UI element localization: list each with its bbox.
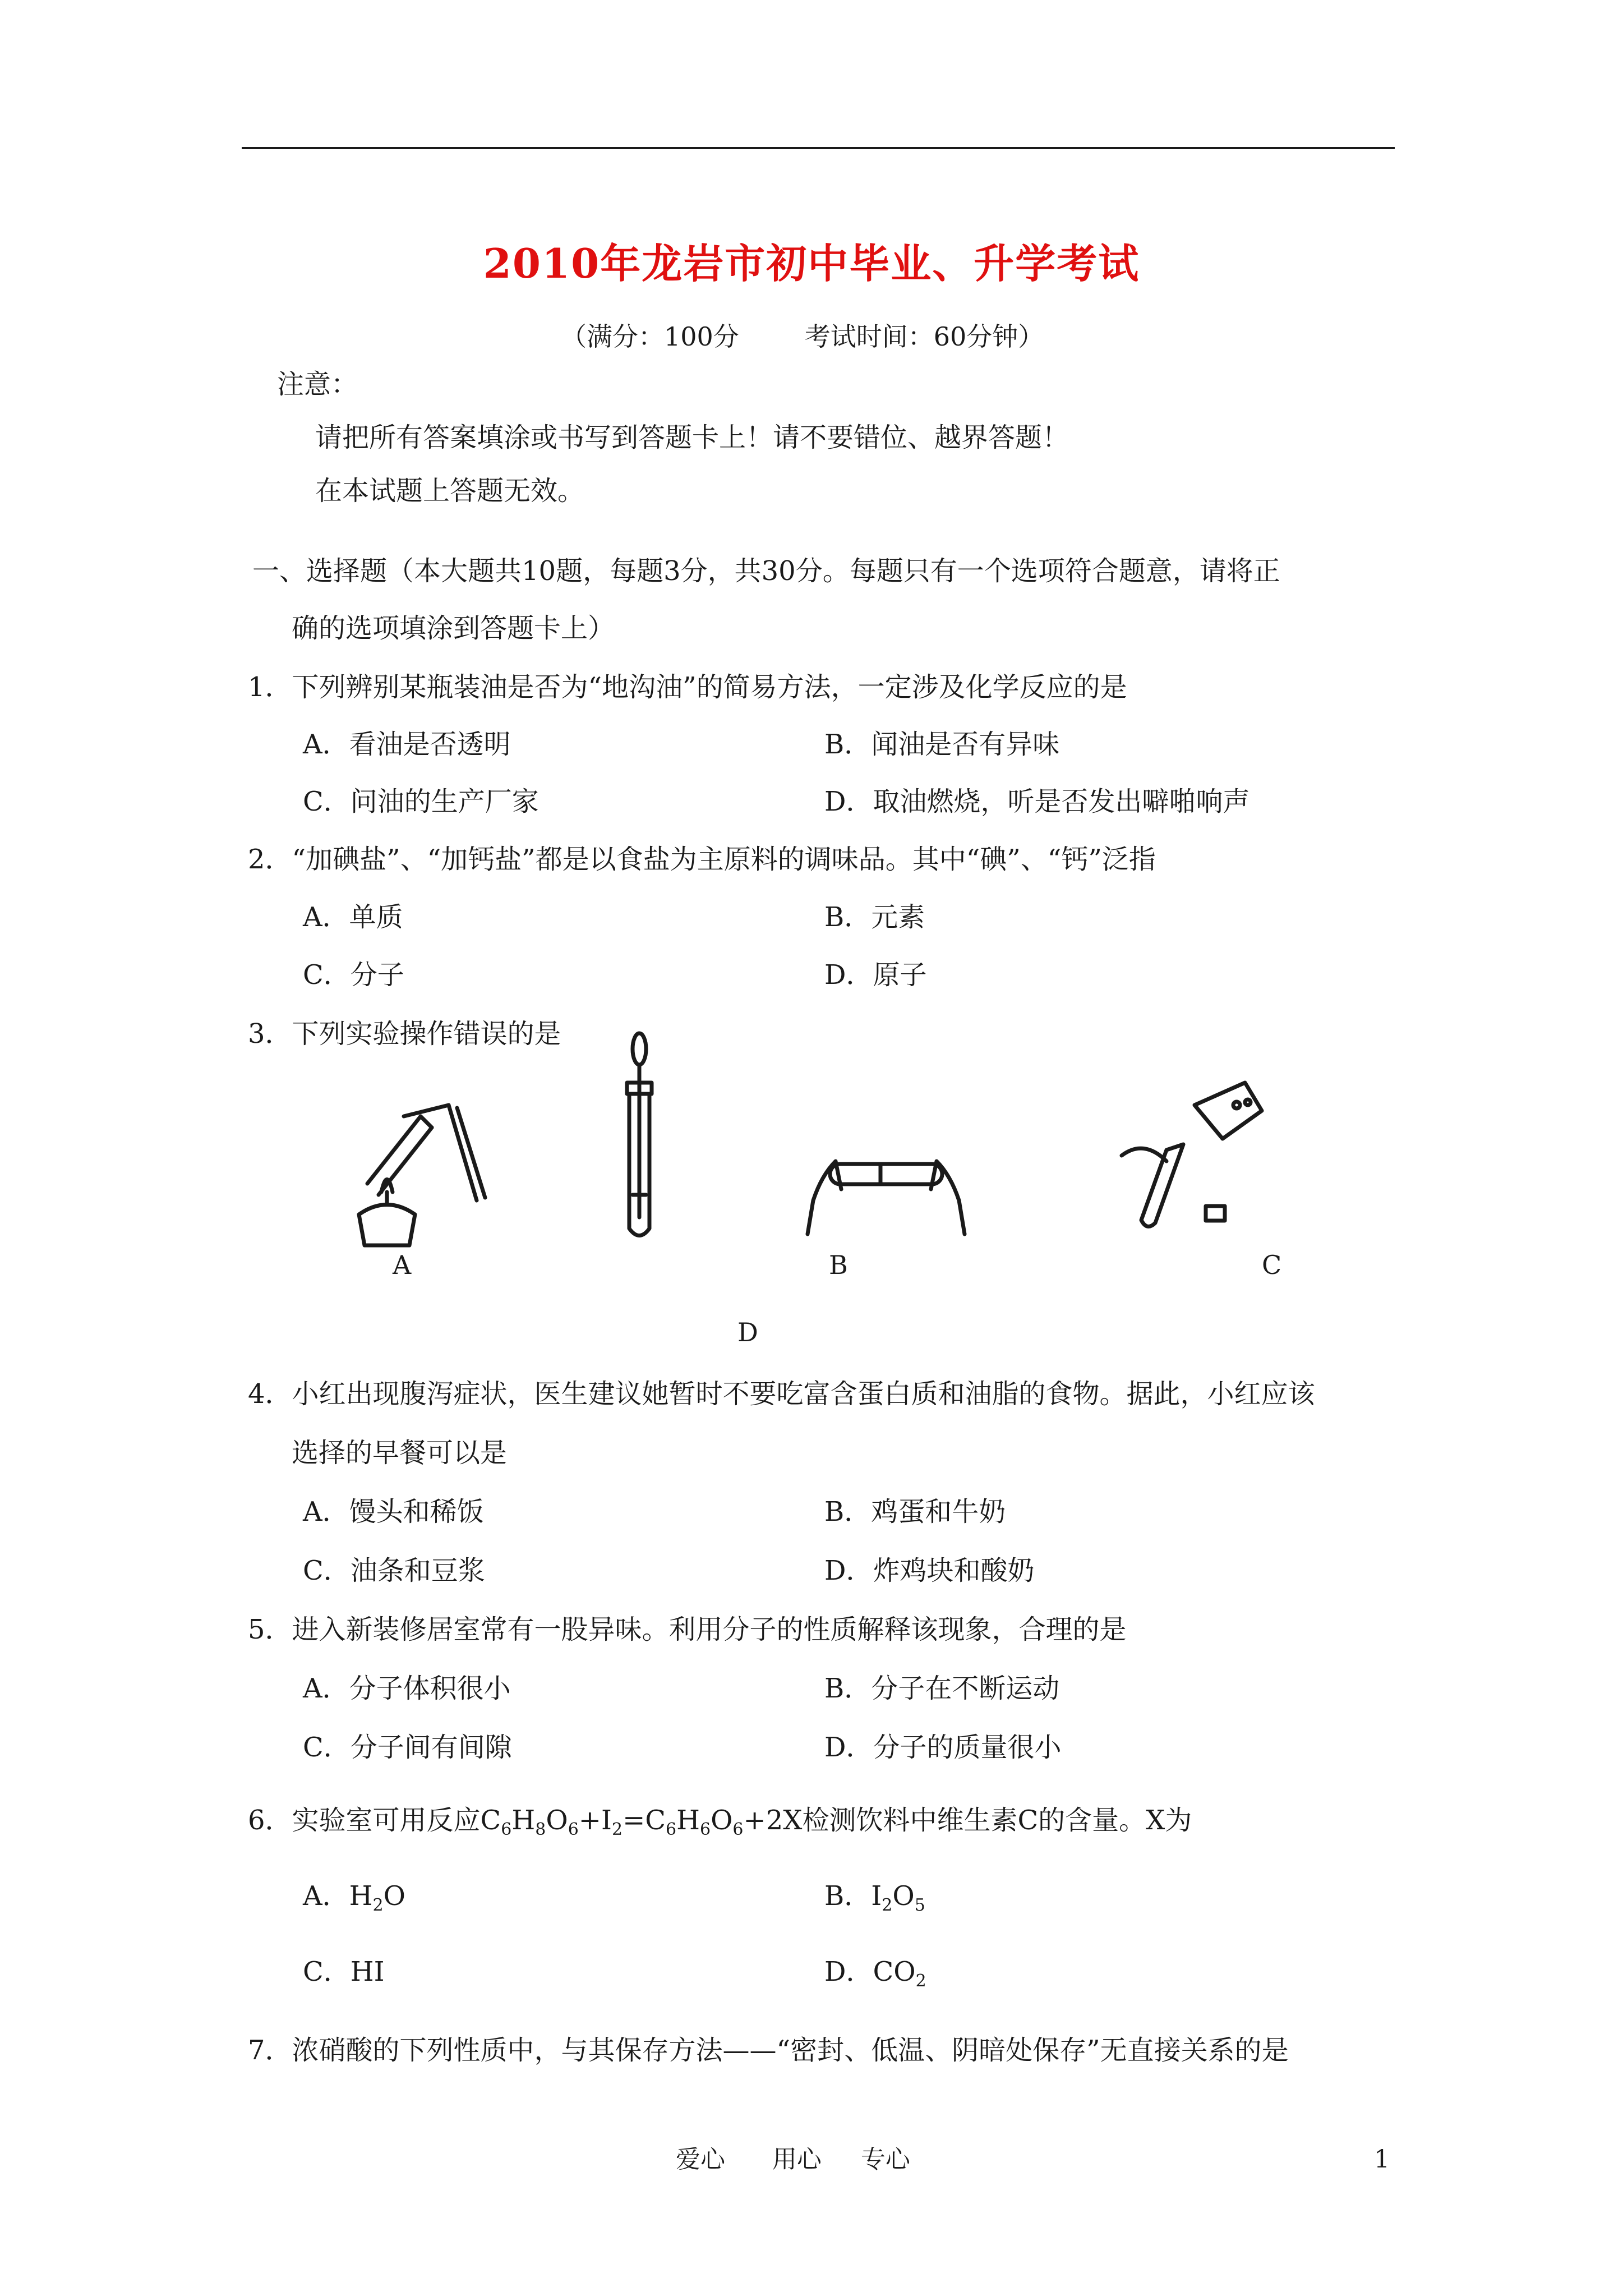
q6-option-a-formula: $H_2O$ [349,1880,405,1915]
q5-stem: 5．进入新装修居室常有一股异味。利用分子的性质解释该现象，合理的是 [248,1614,1127,1645]
figure-b-hands-test-tube [796,1122,976,1245]
q4-option-d: D．炸鸡块和酸奶 [824,1555,1035,1586]
section-heading-line-1: 一、选择题（本大题共10题，每题3分，共30分。每题只有一个选项符合题意，请将正 [252,555,1280,587]
q6-option-b-formula: $I_2O_5$ [871,1880,925,1915]
q6-option-d [824,1952,926,1991]
q4-option-b: B．鸡蛋和牛奶 [824,1496,1006,1527]
q4-stem-line-2: 选择的早餐可以是 [292,1437,508,1469]
q6-stem [248,1801,1192,1840]
q7-stem: 7．浓硝酸的下列性质中，与其保存方法——“密封、低温、阴暗处保存”无直接关系的是 [248,2035,1289,2066]
header-rule [242,147,1395,149]
figure-test-tube-dropper [606,1027,673,1262]
q3-label-a: A [393,1250,412,1280]
q1-option-c: C．问油的生产厂家 [303,786,539,817]
q6-option-a-label: A． [303,1880,349,1912]
q6-option-a [303,1876,405,1916]
q5-option-a: A．分子体积很小 [303,1673,511,1704]
q6-option-d-label: D． [824,1956,873,1987]
q5-option-c: C．分子间有间隙 [303,1732,512,1763]
q6-equation: $C_6H_8O_6+I_2=C_6H_6O_6+2X$ [480,1805,803,1839]
q1-stem: 1．下列辨别某瓶装油是否为“地沟油”的简易方法，一定涉及化学反应的是 [248,671,1127,703]
q2-option-b: B．元素 [824,901,925,933]
q3-label-b: B [829,1250,848,1280]
figure-a-heating-test-tube [336,1083,488,1251]
q2-option-d: D．原子 [824,959,927,991]
q3-stem: 3．下列实验操作错误的是 [248,1018,561,1050]
q3-label-c: C [1262,1250,1282,1280]
figure-c-pouring-liquid [1110,1077,1279,1245]
q6-option-b-label: B． [824,1880,872,1912]
page-number: 1 [1374,2145,1390,2174]
q2-option-a: A．单质 [303,901,403,933]
footer-motto: 爱心 用心 专心 [676,2145,910,2174]
q4-option-a: A．馒头和稀饭 [303,1496,484,1527]
q1-option-a: A．看油是否透明 [303,729,511,760]
q1-option-b: B．闻油是否有异味 [824,729,1060,760]
q6-option-d-formula: $CO_2$ [873,1956,926,1991]
notice-line-2: 在本试题上答题无效。 [315,475,585,507]
q4-stem-line-1: 4．小红出现腹泻症状，医生建议她暂时不要吃富含蛋白质和油脂的食物。据此，小红应该 [248,1378,1315,1410]
q3-label-d: D [737,1317,758,1347]
q5-option-d: D．分子的质量很小 [824,1732,1062,1763]
q6-option-b [824,1876,925,1916]
q6-stem-suffix: 检测饮料中维生素C的含量。X为 [802,1805,1192,1836]
notice-label: 注意： [277,369,358,400]
q6-stem-prefix: 6．实验室可用反应 [248,1805,481,1836]
exam-title: 2010年龙岩市初中毕业、升学考试 [483,240,1140,287]
q6-option-c: C．HI [303,1956,385,1987]
q4-option-c: C．油条和豆浆 [303,1555,485,1586]
section-heading-line-2: 确的选项填涂到答题卡上） [292,613,615,644]
q5-option-b: B．分子在不断运动 [824,1673,1060,1704]
q2-stem: 2．“加碘盐”、“加钙盐”都是以食盐为主原料的调味品。其中“碘”、“钙”泛指 [248,844,1156,875]
exam-info: （满分：100分 考试时间：60分钟） [561,321,1044,352]
q2-option-c: C．分子 [303,959,404,991]
q1-option-d: D．取油燃烧，听是否发出噼啪响声 [824,786,1250,817]
notice-line-1: 请把所有答案填涂或书写到答题卡上！请不要错位、越界答题！ [315,422,1069,453]
